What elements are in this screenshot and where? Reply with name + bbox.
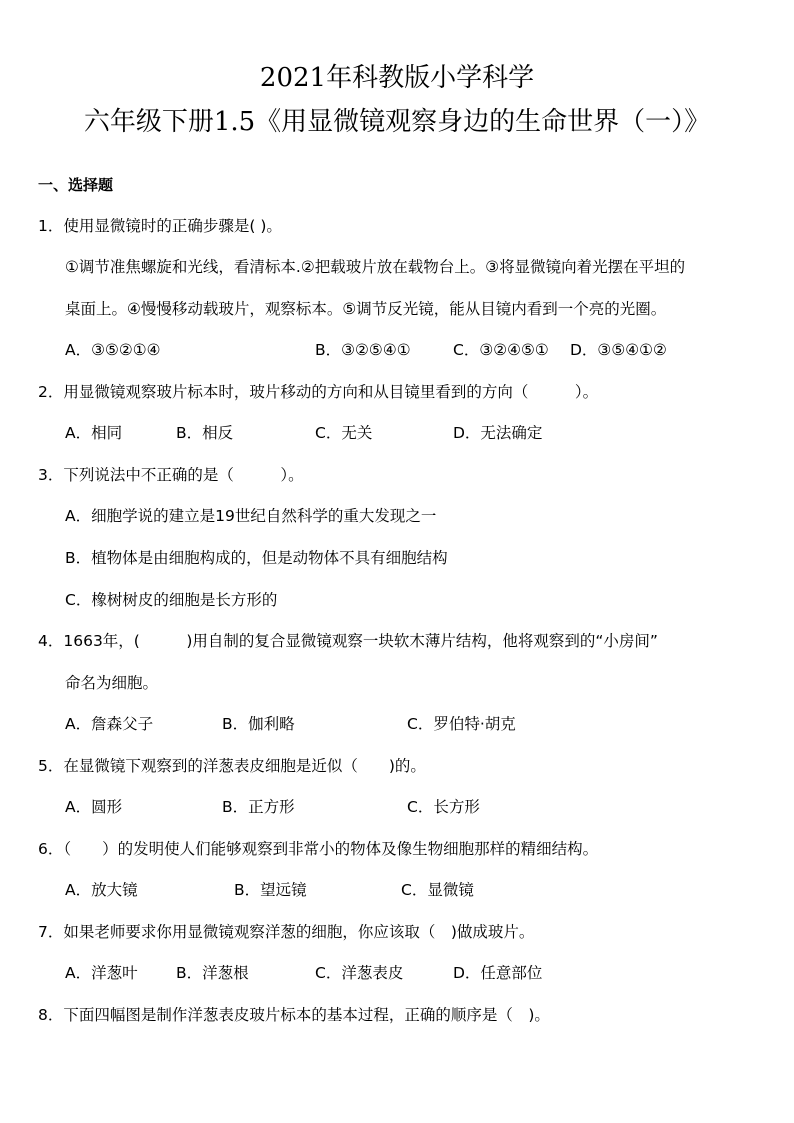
- question-3-option-b: B．植物体是由细胞构成的，但是动物体不具有细胞结构: [65, 549, 448, 567]
- question-6-option-a: A．放大镜: [65, 881, 138, 899]
- question-5-option-a: A．圆形: [65, 798, 123, 816]
- question-1-option-d: D．③⑤④①②: [570, 341, 667, 359]
- document-title: 2021年科教版小学科学: [259, 63, 535, 93]
- question-7-option-c: C．洋葱表皮: [315, 964, 404, 982]
- question-1-option-c: C．③②④⑤①: [453, 341, 549, 359]
- section-heading: 一、选择题: [38, 176, 114, 194]
- question-6-stem: 6．（ ）的发明使人们能够观察到非常小的物体及像生物细胞那样的精细结构。: [38, 840, 599, 858]
- question-3-option-a: A．细胞学说的建立是19世纪自然科学的重大发现之一: [65, 507, 437, 525]
- question-7-option-a: A．洋葱叶: [65, 964, 138, 982]
- question-2-option-c: C．无关: [315, 424, 373, 442]
- question-7-option-d: D．任意部位: [453, 964, 543, 982]
- question-1-steps-line-1: ①调节准焦螺旋和光线，看清标本.②把载玻片放在载物台上。③将显微镜向着光摆在平坦的: [65, 258, 686, 276]
- question-4-stem: 4．1663年，( )用自制的复合显微镜观察一块软木薄片结构，他将观察到的“小房间”: [38, 632, 658, 650]
- question-5-stem: 5．在显微镜下观察到的洋葱表皮细胞是近似（ )的。: [38, 757, 426, 775]
- question-6-option-b: B．望远镜: [234, 881, 307, 899]
- question-3-option-c: C．橡树树皮的细胞是长方形的: [65, 591, 278, 609]
- question-4-option-b: B．伽利略: [222, 715, 295, 733]
- question-6-option-c: C．显微镜: [401, 881, 474, 899]
- question-4-option-c: C．罗伯特·胡克: [407, 715, 516, 733]
- question-2-option-b: B．相反: [176, 424, 234, 442]
- question-5-option-b: B．正方形: [222, 798, 295, 816]
- question-5-option-c: C．长方形: [407, 798, 480, 816]
- question-8-stem: 8．下面四幅图是制作洋葱表皮玻片标本的基本过程，正确的顺序是（ )。: [38, 1006, 550, 1024]
- question-1-option-b: B．③②⑤④①: [315, 341, 411, 359]
- question-2-stem: 2．用显微镜观察玻片标本时，玻片移动的方向和从目镜里看到的方向（ ）。: [38, 383, 599, 401]
- document-subtitle: 六年级下册1.5《用显微镜观察身边的生命世界（一）》: [83, 107, 711, 137]
- question-1-option-a: A．③⑤②①④: [65, 341, 161, 359]
- question-3-stem: 3．下列说法中不正确的是（ ）。: [38, 466, 304, 484]
- question-7-option-b: B．洋葱根: [176, 964, 249, 982]
- question-2-option-d: D．无法确定: [453, 424, 543, 442]
- question-4-stem-continued: 命名为细胞。: [65, 674, 159, 692]
- question-1-steps-line-2: 桌面上。④慢慢移动载玻片，观察标本。⑤调节反光镜，能从目镜内看到一个亮的光圈。: [65, 300, 667, 318]
- question-4-option-a: A．詹森父子: [65, 715, 154, 733]
- question-7-stem: 7．如果老师要求你用显微镜观察洋葱的细胞，你应该取（ )做成玻片。: [38, 923, 535, 941]
- question-2-option-a: A．相同: [65, 424, 123, 442]
- question-1-stem: 1．使用显微镜时的正确步骤是( )。: [38, 217, 282, 235]
